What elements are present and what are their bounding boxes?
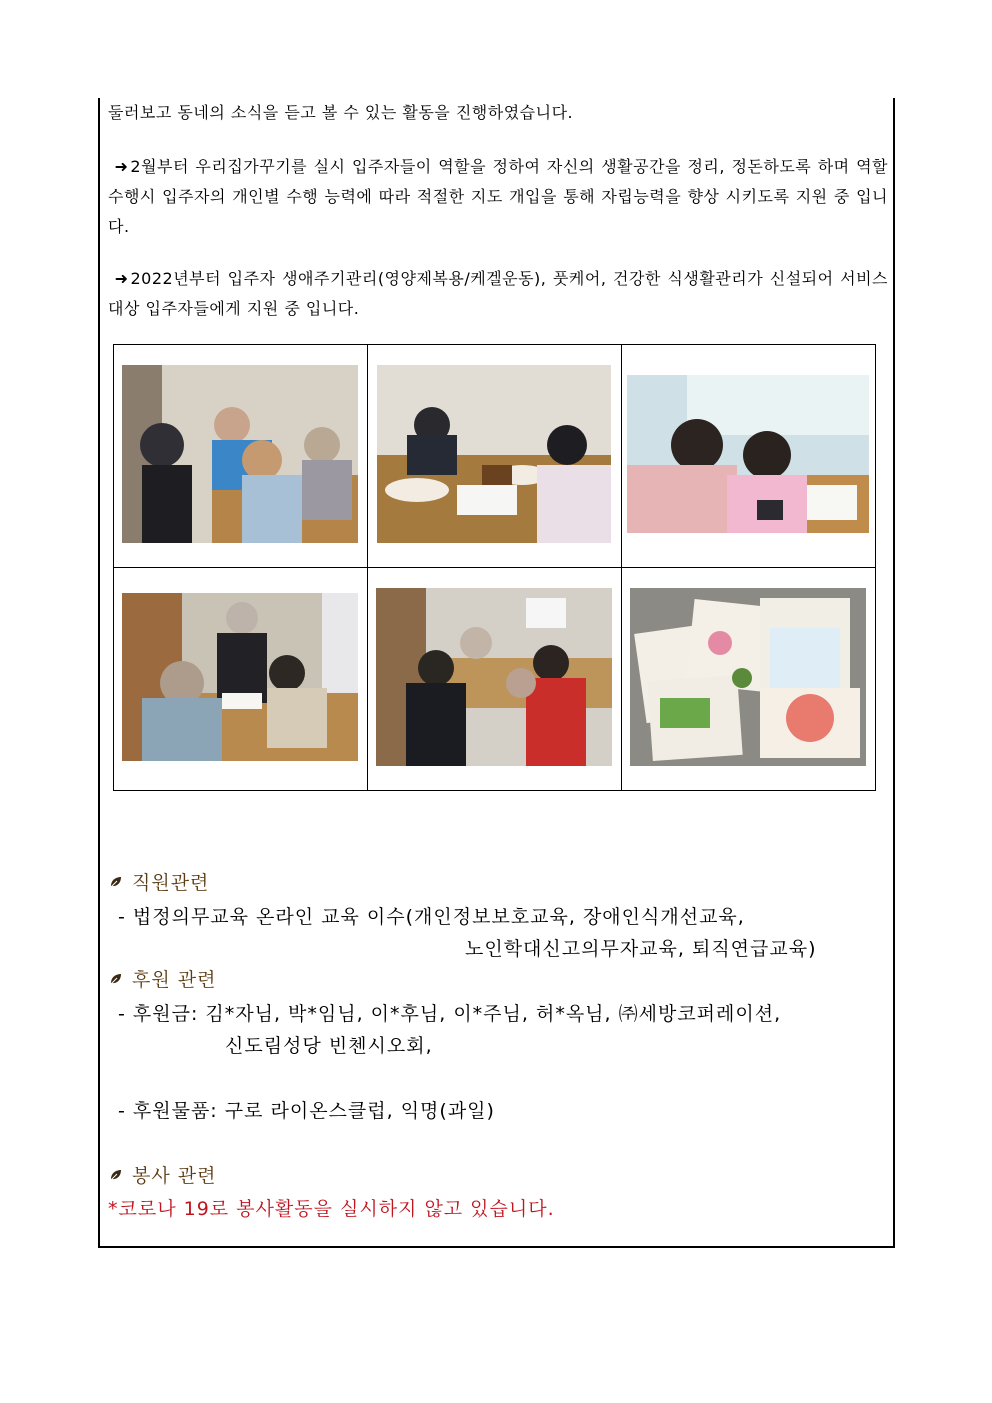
volunteer-section-title: 봉사 관련 <box>108 1161 216 1188</box>
group-activity-photo-1 <box>122 365 358 543</box>
group-activity-photo-3 <box>627 375 869 533</box>
photo-cell <box>621 568 875 791</box>
photo-cell <box>367 345 621 568</box>
arrow-icon: ➜ <box>114 157 129 176</box>
staff-section-title: 직원관련 <box>108 868 209 895</box>
staff-education-item: - 법정의무교육 온라인 교육 이수(개인정보보호교육, 장애인식개선교육, <box>118 906 745 928</box>
photo-grid <box>113 344 876 791</box>
arrow-icon: ➜ <box>114 269 129 288</box>
photo-cell <box>367 568 621 791</box>
photo-cell <box>621 345 875 568</box>
paragraph-home-care: ➜ 2월부터 우리집가꾸기를 실시 입주자들이 역할을 정하여 자신의 생활공간을 정리, 정돈하도록 하며 역할 수행시 입주자의 개인별 수행 능력에 따라 적절한 지도 개입을 통해 자립능력을 향상 시키도록 지원 중 입니다. <box>108 157 888 236</box>
donation-item: - 후원금: 김*자님, 박*임님, 이*후님, 이*주님, 허*옥님, ㈜세방코퍼레이션, <box>118 1003 782 1025</box>
support-section-title: 후원 관련 <box>108 965 216 992</box>
paragraph-lifecycle-care: ➜ 2022년부터 입주자 생애주기관리(영양제복용/케겔운동), 풋케어, 건강한 식생활관리가 신설되어 서비스 대상 입주자들에게 지원 중 입니다. <box>108 269 888 318</box>
volunteer-notice: *코로나 19로 봉사활동을 실시하지 않고 있습니다. <box>108 1198 555 1220</box>
leaf-bullet-icon <box>108 874 124 890</box>
donated-goods-item: - 후원물품: 구로 라이온스클럽, 익명(과일) <box>118 1100 495 1122</box>
leaf-bullet-icon <box>108 1167 124 1183</box>
intro-line: 둘러보고 동네의 소식을 듣고 볼 수 있는 활동을 진행하였습니다. <box>108 103 574 122</box>
staff-education-item-cont: 노인학대신고의무자교육, 퇴직연급교육) <box>465 938 817 960</box>
group-activity-photo-4 <box>122 593 358 761</box>
group-activity-photo-6 <box>630 588 866 766</box>
photo-cell <box>114 345 368 568</box>
leaf-bullet-icon <box>108 971 124 987</box>
photo-cell <box>114 568 368 791</box>
donation-item-cont: 신도림성당 빈첸시오회, <box>225 1035 433 1057</box>
group-activity-photo-2 <box>377 365 611 543</box>
group-activity-photo-5 <box>376 588 612 766</box>
